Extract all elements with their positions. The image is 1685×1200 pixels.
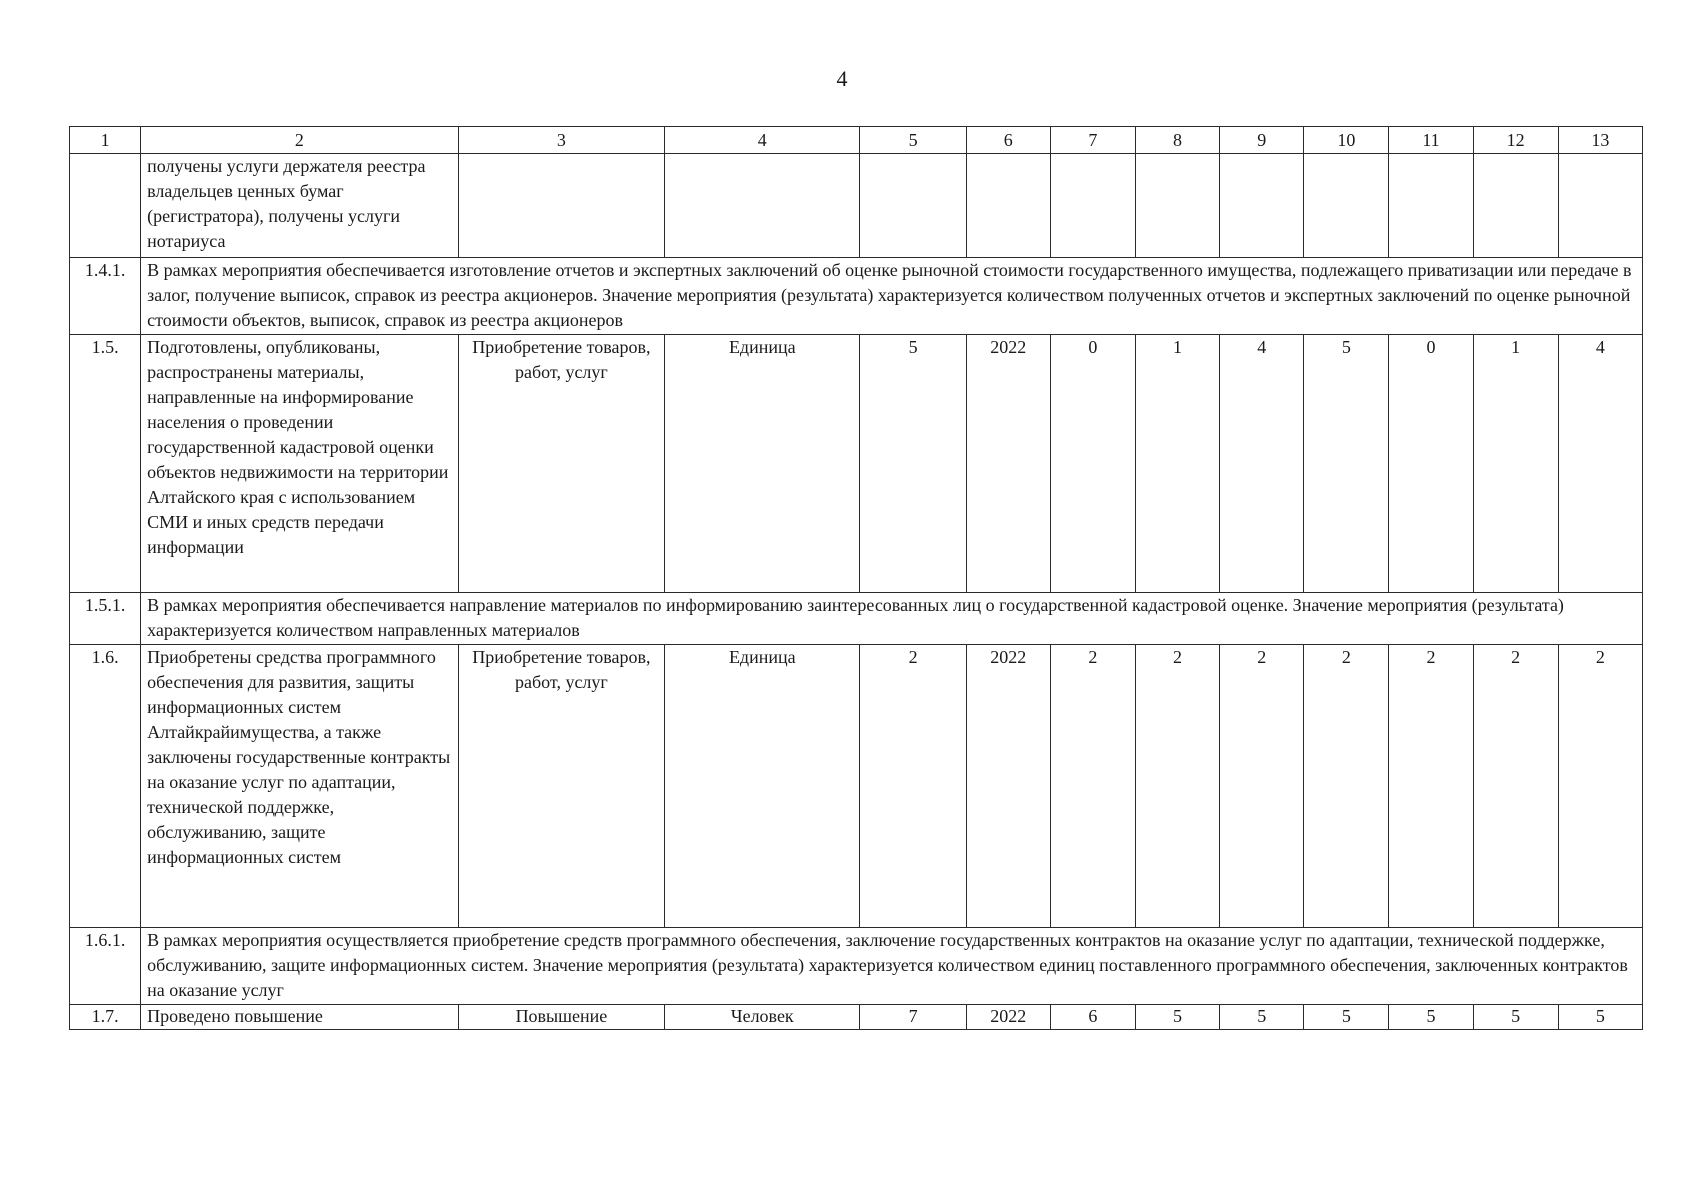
indicator-name: получены услуги держателя реестра владельцев ценных бумаг (регистратора), получены услуги нотариуса (141, 154, 459, 258)
value-cell: 2 (1135, 645, 1219, 928)
value-cell: 2 (1220, 645, 1304, 928)
header-cell: 13 (1558, 127, 1642, 154)
indicator-name: Приобретены средства программного обеспечения для развития, защиты информационных систем Алтайкрайимущества, а также заключены государственные контракты на оказание услуг по адаптации, технической поддержке, обслуживанию, защите информационных систем (141, 645, 459, 928)
description-row (70, 928, 1643, 1005)
empty-cell (1050, 154, 1135, 258)
header-cell: 8 (1135, 127, 1219, 154)
row-description: В рамках мероприятия обеспечивается направление материалов по информированию заинтересованных лиц о государственной кадастровой оценке. Значение мероприятия (результата) характеризуется количеством направленных материалов (141, 593, 1643, 645)
value-cell: 5 (1473, 1005, 1558, 1030)
row-number: 1.4.1. (70, 258, 141, 335)
value-cell: 2 (1050, 645, 1135, 928)
value-cell: 1 (1135, 335, 1219, 593)
empty-cell (1473, 154, 1558, 258)
table-row (70, 1005, 1643, 1030)
header-cell: 10 (1304, 127, 1389, 154)
value-cell: 4 (1220, 335, 1304, 593)
row-number: 1.5. (70, 335, 141, 593)
empty-cell (1304, 154, 1389, 258)
indicator-unit: Единица (665, 335, 860, 593)
value-cell: 5 (1304, 1005, 1389, 1030)
row-number: 1.5.1. (70, 593, 141, 645)
value-cell: 2022 (966, 1005, 1050, 1030)
value-cell: 2 (860, 645, 966, 928)
description-row (70, 593, 1643, 645)
row-number: 1.7. (70, 1005, 141, 1030)
indicator-name: Проведено повышение (141, 1005, 459, 1030)
value-cell: 0 (1050, 335, 1135, 593)
indicator-type: Приобретение товаров, работ, услуг (458, 335, 664, 593)
row-number (70, 154, 141, 258)
row-number: 1.6.1. (70, 928, 141, 1005)
header-cell: 7 (1050, 127, 1135, 154)
empty-cell (966, 154, 1050, 258)
table-row (70, 645, 1643, 928)
header-cell: 1 (70, 127, 141, 154)
value-cell: 2 (1558, 645, 1642, 928)
page-number: 4 (836, 66, 848, 91)
empty-cell (665, 154, 860, 258)
indicators-table (69, 126, 1643, 1030)
value-cell: 5 (860, 335, 966, 593)
empty-cell (1389, 154, 1473, 258)
empty-cell (860, 154, 966, 258)
value-cell: 2022 (966, 645, 1050, 928)
value-cell: 6 (1050, 1005, 1135, 1030)
indicator-type: Приобретение товаров, работ, услуг (458, 645, 664, 928)
row-number: 1.6. (70, 645, 141, 928)
table-row (70, 335, 1643, 593)
header-cell: 2 (141, 127, 459, 154)
value-cell: 5 (1389, 1005, 1473, 1030)
header-cell: 3 (458, 127, 664, 154)
description-row (70, 258, 1643, 335)
value-cell: 2 (1304, 645, 1389, 928)
empty-cell (1135, 154, 1219, 258)
empty-cell (1220, 154, 1304, 258)
indicator-unit: Человек (665, 1005, 860, 1030)
empty-cell (458, 154, 664, 258)
value-cell: 0 (1389, 335, 1473, 593)
indicator-type: Повышение (458, 1005, 664, 1030)
header-cell: 12 (1473, 127, 1558, 154)
value-cell: 4 (1558, 335, 1642, 593)
value-cell: 7 (860, 1005, 966, 1030)
value-cell: 1 (1473, 335, 1558, 593)
value-cell: 2 (1473, 645, 1558, 928)
header-cell: 4 (665, 127, 860, 154)
table-row (70, 154, 1643, 258)
value-cell: 5 (1220, 1005, 1304, 1030)
header-cell: 6 (966, 127, 1050, 154)
header-cell: 11 (1389, 127, 1473, 154)
value-cell: 5 (1558, 1005, 1642, 1030)
value-cell: 5 (1304, 335, 1389, 593)
row-description: В рамках мероприятия обеспечивается изготовление отчетов и экспертных заключений об оценке рыночной стоимости государственного имущества, подлежащего приватизации или передаче в залог, получение выписок, справок из реестра акционеров. Значение мероприятия (результата) характеризуется количеством полученных отчетов и экспертных заключений по оценке рыночной стоимости объектов, выписок, справок из реестра акционеров (141, 258, 1643, 335)
header-cell: 5 (860, 127, 966, 154)
header-cell: 9 (1220, 127, 1304, 154)
value-cell: 2 (1389, 645, 1473, 928)
row-description: В рамках мероприятия осуществляется приобретение средств программного обеспечения, заключение государственных контрактов на оказание услуг по адаптации, технической поддержке, обслуживанию, защите информационных систем. Значение мероприятия (результата) характеризуется количеством единиц поставленного программного обеспечения, заключенных контрактов на оказание услуг (141, 928, 1643, 1005)
indicator-name: Подготовлены, опубликованы, распространены материалы, направленные на информирование населения о проведении государственной кадастровой оценки объектов недвижимости на территории Алтайского края с использованием СМИ и иных средств передачи информации (141, 335, 459, 593)
value-cell: 5 (1135, 1005, 1219, 1030)
indicator-unit: Единица (665, 645, 860, 928)
header-row (70, 127, 1643, 154)
empty-cell (1558, 154, 1642, 258)
value-cell: 2022 (966, 335, 1050, 593)
